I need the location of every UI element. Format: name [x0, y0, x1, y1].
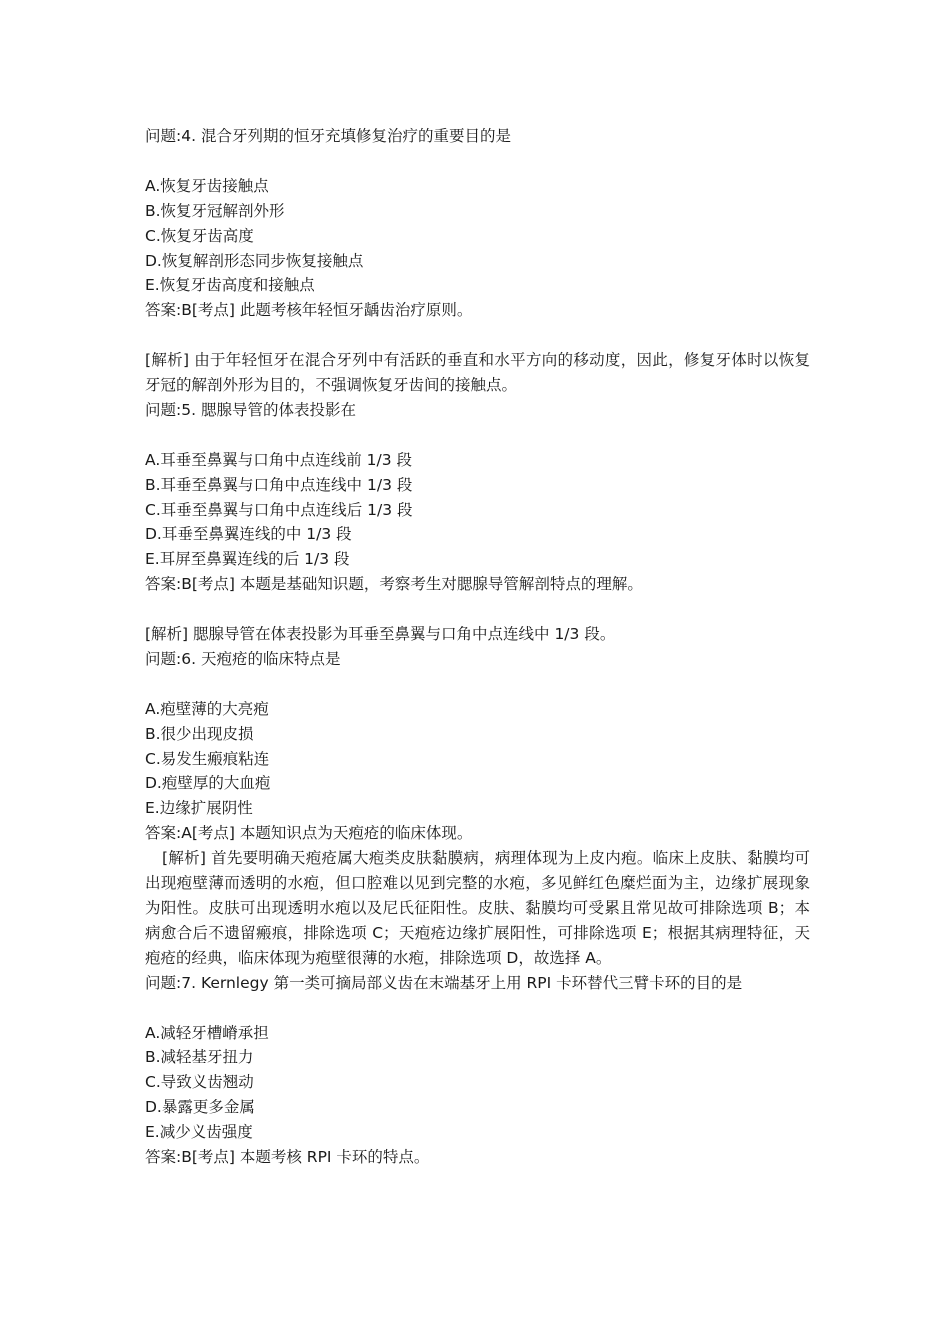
answer-text: 答案:B[考点] 本题是基础知识题，考察考生对腮腺导管解剖特点的理解。 — [145, 575, 643, 594]
option-e: E.恢复牙齿高度和接触点 — [145, 276, 315, 295]
answer-text: 答案:B[考点] 此题考核年轻恒牙龋齿治疗原则。 — [145, 301, 473, 320]
option-c: C.导致义齿翘动 — [145, 1073, 254, 1092]
option-b: B.恢复牙冠解剖外形 — [145, 201, 285, 220]
question-stem: 问题:7. Kernlegy 第一类可摘局部义齿在末端基牙上用 RPI 卡环替代三臂卡环的目的是 — [145, 973, 743, 992]
option-e: E.边缘扩展阴性 — [145, 799, 253, 818]
option-e: E.耳屏至鼻翼连线的后 1/3 段 — [145, 550, 350, 569]
question-stem: 问题:4. 混合牙列期的恒牙充填修复治疗的重要目的是 — [145, 127, 511, 145]
option-b: B.减轻基牙扭力 — [145, 1048, 254, 1067]
option-b: B.耳垂至鼻翼与口角中点连线中 1/3 段 — [145, 475, 413, 494]
question-4 — [145, 124, 810, 398]
question-5 — [145, 398, 810, 647]
answer-text: 答案:B[考点] 本题考核 RPI 卡环的特点。 — [145, 1148, 430, 1167]
option-a: A.恢复牙齿接触点 — [145, 176, 269, 195]
question-6 — [145, 647, 810, 971]
option-c: C.耳垂至鼻翼与口角中点连线后 1/3 段 — [145, 500, 413, 519]
option-a: A.疱壁薄的大亮疱 — [145, 699, 269, 718]
document-page — [145, 124, 810, 1170]
analysis-text: [解析] 由于年轻恒牙在混合牙列中有活跃的垂直和水平方向的移动度，因此，修复牙体时以恢复牙冠的解剖外形为目的，不强调恢复牙齿间的接触点。 — [145, 351, 810, 395]
option-c: C.易发生瘢痕粘连 — [145, 749, 270, 768]
option-d: D.暴露更多金属 — [145, 1098, 255, 1117]
question-7 — [145, 971, 810, 1170]
option-b: B.很少出现皮损 — [145, 724, 254, 743]
option-d: D.恢复解剖形态同步恢复接触点 — [145, 251, 364, 270]
analysis-text: [解析] 腮腺导管在体表投影为耳垂至鼻翼与口角中点连线中 1/3 段。 — [145, 625, 616, 644]
answer-text: 答案:A[考点] 本题知识点为天疱疮的临床体现。 — [145, 824, 473, 843]
option-e: E.减少义齿强度 — [145, 1123, 253, 1142]
option-c: C.恢复牙齿高度 — [145, 226, 254, 245]
question-stem: 问题:5. 腮腺导管的体表投影在 — [145, 400, 356, 419]
option-d: D.耳垂至鼻翼连线的中 1/3 段 — [145, 525, 352, 544]
question-stem: 问题:6. 天疱疮的临床特点是 — [145, 649, 341, 668]
option-a: A.耳垂至鼻翼与口角中点连线前 1/3 段 — [145, 450, 413, 469]
option-d: D.疱壁厚的大血疱 — [145, 774, 271, 793]
option-a: A.减轻牙槽嵴承担 — [145, 1023, 269, 1042]
analysis-text: [解析] 首先要明确天疱疮属大疱类皮肤黏膜病，病理体现为上皮内疱。临床上皮肤、黏膜均可出现疱壁薄而透明的水疱，但口腔难以见到完整的水疱，多见鲜红色糜烂面为主，边缘扩展现象为阳性。皮肤可出现透明水疱以及尼氏征阳性。皮肤、黏膜均可受累且常见故可排除选项 B；本病愈合后不遗留瘢痕，排除选项 C；天疱疮边缘扩展阳性，可排除选项 E；根据其病理特征，天疱疮的经典，临床体现为疱壁很薄的水疱，排除选项 D，故选择 A。 — [145, 849, 810, 967]
